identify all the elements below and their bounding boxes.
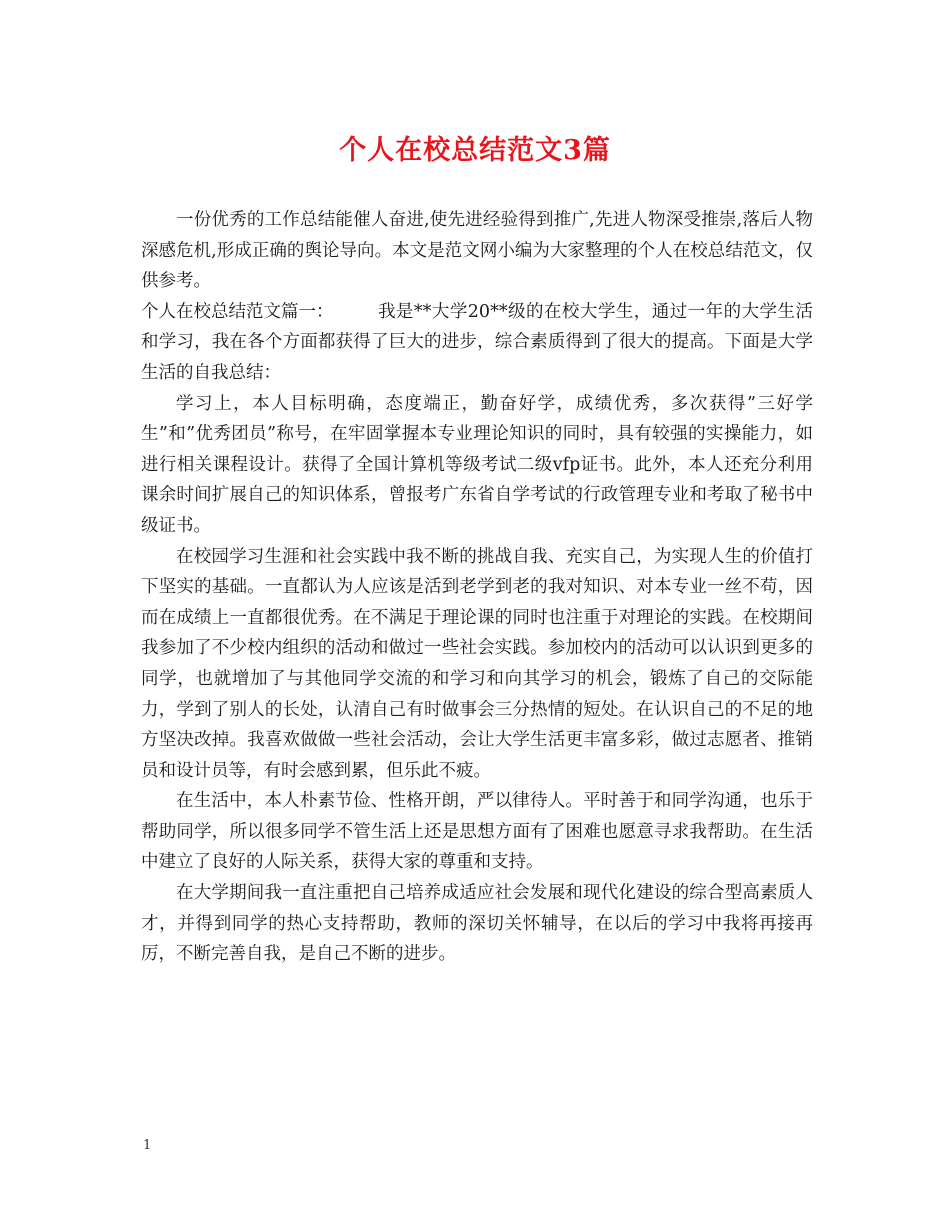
- section-paragraph: [141, 297, 813, 389]
- section-title: 个人在校总结范文篇一：: [141, 301, 334, 322]
- paragraph-study: 学习上，本人目标明确，态度端正，勤奋好学，成绩优秀，多次获得”三好学生”和”优秀团员”称号，在牢固掌握本专业理论知识的同时，具有较强的实操能力，如进行相关课程设计。获得了全国计算机等级考试二级vfp证书。此外，本人还充分利用课余时间扩展自己的知识体系，曾报考广东省自学考试的行政管理专业和考取了秘书中级证书。: [141, 393, 813, 536]
- document-title: 个人在校总结范文3篇: [339, 135, 611, 166]
- section-intro: 我是**大学20**级的在校大学生，通过一年的大学生活和学习，我在各个方面都获得了巨大的进步，综合素质得到了很大的提高。下面是大学生活的自我总结：: [141, 301, 813, 383]
- paragraph-conclusion: 在大学期间我一直注重把自己培养成适应社会发展和现代化建设的综合型高素质人才，并得到同学的热心支持帮助，教师的深切关怀辅导，在以后的学习中我将再接再厉，不断完善自我，是自己不断的进步。: [141, 883, 813, 965]
- paragraph-practice: 在校园学习生涯和社会实践中我不断的挑战自我、充实自己，为实现人生的价值打下坚实的基础。一直都认为人应该是活到老学到老的我对知识、对本专业一丝不苟，因而在成绩上一直都很优秀。在不满足于理论课的同时也注重于对理论的实践。在校期间我参加了不少校内组织的活动和做过一些社会实践。参加校内的活动可以认识到更多的同学，也就增加了与其他同学交流的和学习和向其学习的机会，锻炼了自己的交际能力，学到了别人的长处，认清自己有时做事会三分热情的短处。在认识自己的不足的地方坚决改掉。我喜欢做做一些社会活动，会让大学生活更丰富多彩，做过志愿者、推销员和设计员等，有时会感到累，但乐此不疲。: [141, 546, 813, 781]
- page-number: 1: [143, 1138, 152, 1153]
- intro-paragraph: 一份优秀的工作总结能催人奋进,使先进经验得到推广,先进人物深受推崇,落后人物深感危机,形成正确的舆论导向。本文是范文网小编为大家整理的个人在校总结范文，仅供参考。: [141, 210, 813, 292]
- paragraph-life: 在生活中，本人朴素节俭、性格开朗，严以律待人。平时善于和同学沟通，也乐于帮助同学，所以很多同学不管生活上还是思想方面有了困难也愿意寻求我帮助。在生活中建立了良好的人际关系，获得大家的尊重和支持。: [141, 791, 813, 873]
- document-body: [141, 205, 813, 970]
